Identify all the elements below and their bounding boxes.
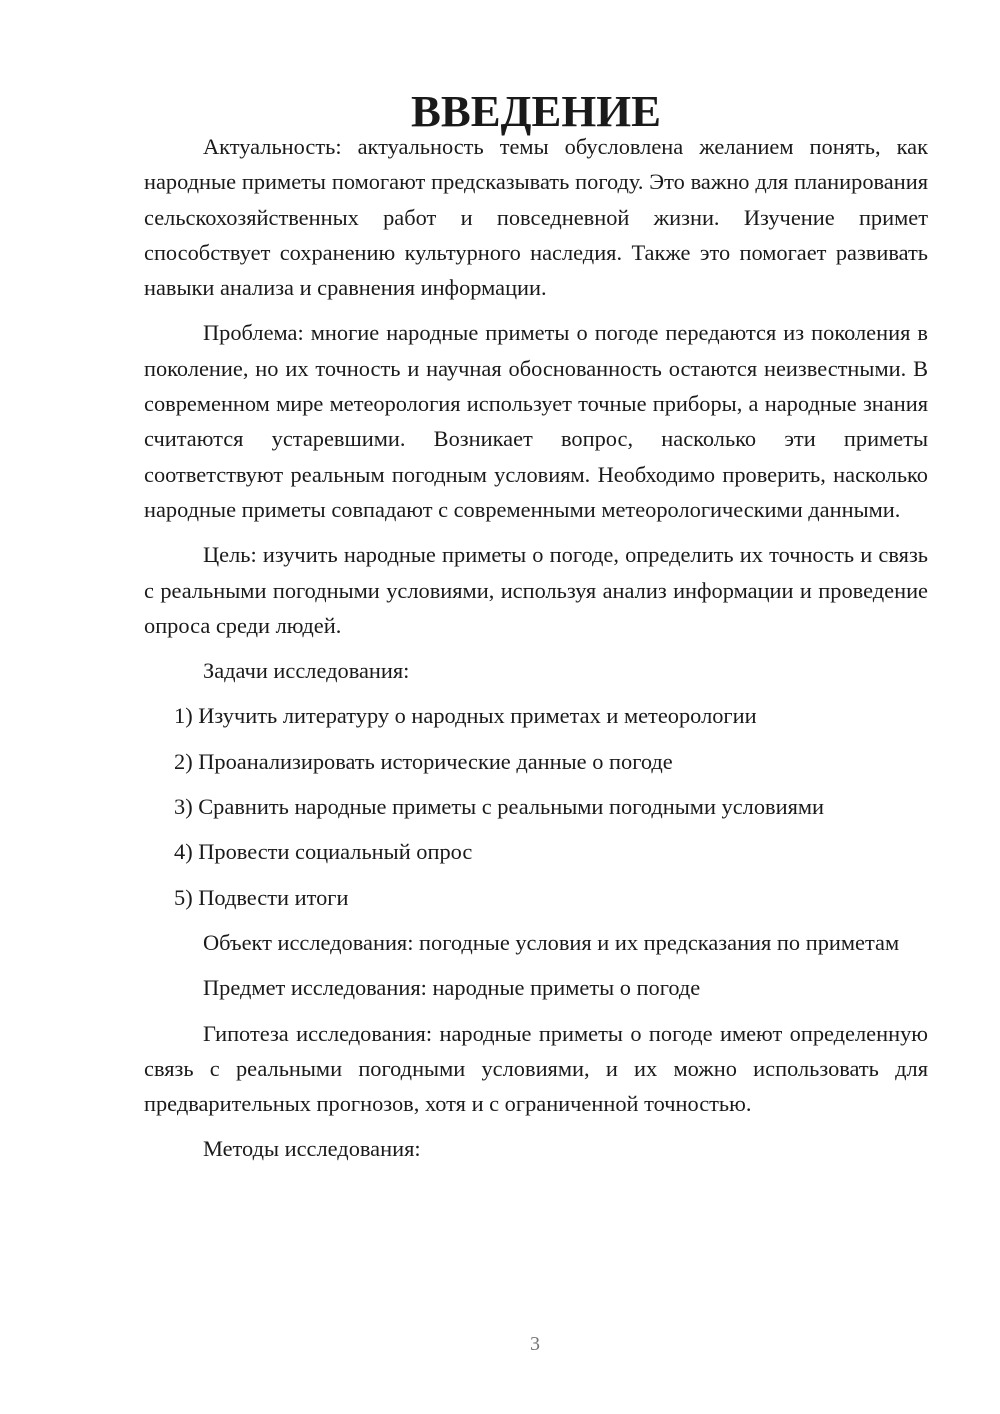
relevance-paragraph: Актуальность: актуальность темы обусловлена желанием понять, как народные приметы помогают предсказывать погоду. Это важно для планирования сельскохозяйственных работ и повседневной жизни. Изучение примет способствует сохранению культурного наследия. Также это помогает развивать навыки анализа и сравнения информации. [144, 134, 928, 301]
list-item: 1) Изучить литературу о народных приметах и метеорологии [174, 703, 757, 729]
tasks-list [144, 698, 928, 914]
list-item: 3) Сравнить народные приметы с реальными погодными условиями [174, 794, 825, 820]
methods-heading: Методы исследования: [203, 1136, 421, 1162]
object-paragraph: Объект исследования: погодные условия и их предсказания по приметам [203, 929, 900, 955]
list-item: 2) Проанализировать исторические данные о погоде [174, 748, 673, 774]
hypothesis-paragraph: Гипотеза исследования: народные приметы о погоде имеют определенную связь с реальными погодными условиями, и их можно использовать для предварительных прогнозов, хотя и с ограниченной точностью. [144, 1020, 928, 1117]
page-content [144, 86, 928, 1167]
problem-paragraph: Проблема: многие народные приметы о погоде передаются из поколения в поколение, но их точность и научная обоснованность остаются неизвестными. В современном мире метеорология использует точные приборы, а народные знания считаются устаревшими. Возникает вопрос, насколько эти приметы соответствуют реальным погодным условиям. Необходимо проверить, насколько народные приметы совпадают с современными метеорологическими данными. [144, 320, 928, 522]
goal-paragraph: Цель: изучить народные приметы о погоде, определить их точность и связь с реальными погодными условиями, используя анализ информации и проведение опроса среди людей. [144, 542, 928, 638]
subject-paragraph: Предмет исследования: народные приметы о погоде [203, 975, 701, 1001]
list-item: 5) Подвести итоги [174, 884, 349, 910]
list-item: 4) Провести социальный опрос [174, 839, 473, 865]
tasks-heading: Задачи исследования: [203, 658, 410, 684]
page-number: 3 [530, 1333, 540, 1355]
page-title: ВВЕДЕНИЕ [411, 86, 661, 136]
